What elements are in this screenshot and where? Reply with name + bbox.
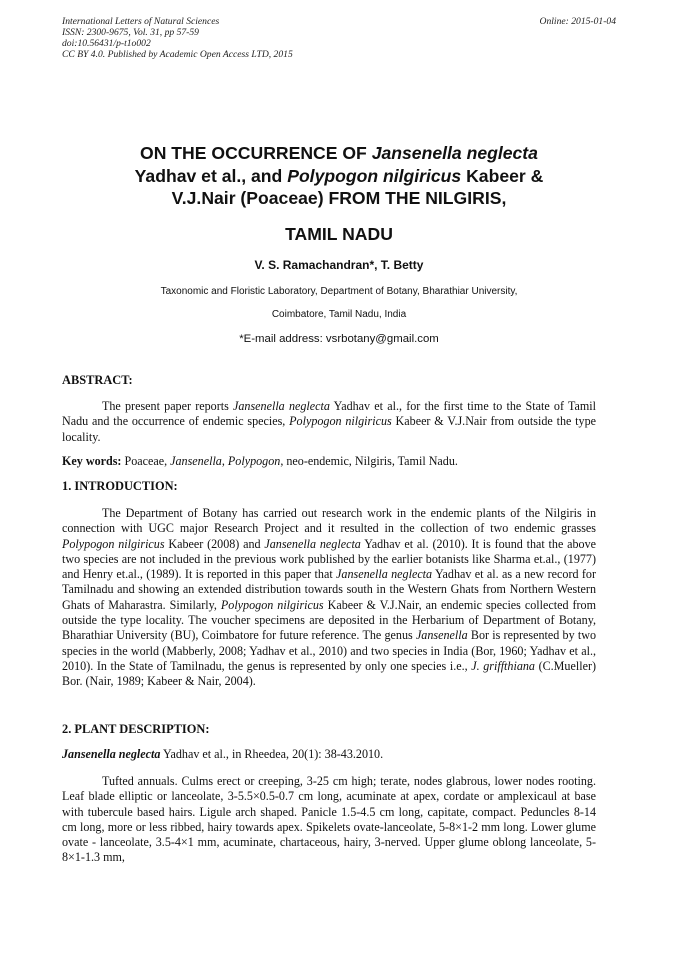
title-species-1: Jansenella neglecta (371, 143, 538, 163)
paper-title (60, 142, 618, 245)
authors: V. S. Ramachandran*, T. Betty (254, 258, 424, 272)
affiliation-line-1: Taxonomic and Floristic Laboratory, Department of Botany, Bharathiar University, (160, 286, 518, 297)
abstract-heading: ABSTRACT: (62, 373, 133, 387)
keywords: Key words: Poaceae, Jansenella, Polypogon, neo-endemic, Nilgiris, Tamil Nadu. (62, 454, 458, 468)
species-description: Tufted annuals. Culms erect or creeping, 3-25 cm high; terate, nodes glabrous, lower nodes rooting. Leaf blade elliptic or lanceolate, 3-5.5×0.5-0.7 cm long, acuminate at apex, cordate or amplexicaul at base with tubercule based hairs. Ligule arch shaped. Panicle 1.5-4.5 cm long, capitate, compact. Peduncles 8-14 cm long, more or less ribbed, hairy towards apex. Spikelets ovate-lanceolate, 5-8×1-2 mm long. Lower glume ovate - lanceolate, 3.5-4×1 mm, acuminate, chartaceous, hairy, 3-nerved. Upper glume oblong lanceolate, 5-8×1-1.3 mm, (62, 774, 596, 865)
journal-doi: doi:10.56431/p-t1o002 (62, 38, 151, 49)
title-species-2: Polypogon nilgiricus (287, 165, 462, 186)
title-text: V.J.Nair (Poaceae) FROM THE NILGIRIS, (171, 188, 507, 208)
journal-name: International Letters of Natural Sciences (62, 16, 220, 27)
online-date: Online: 2015-01-04 (539, 16, 616, 27)
introduction-body: The Department of Botany has carried out research work in the endemic plants of the Nilgiris in connection with UGC major Research Project and it resulted in the collection of two endemic grasses Polypogon nilgiricus Kabeer (2008) and Jansenella neglecta Yadhav et al. (2010). It is found that the above two species are not included in the previous work published by the earlier botanists like Sharma et.al., (1977) and Henry et.al., (1989). It is reported in this paper that Jansenella neglecta Yadhav et al. as a new record for Tamilnadu and showing an extended distribution towards south in the Western Ghats from Northern Western Ghats of Maharastra. Similarly, Polypogon nilgiricus Kabeer & V.J.Nair, an endemic species collected from outside the type locality. The voucher specimens are deposited in the Herbarium of Department of Botany, Bharathiar University (BU), Coimbatore for future reference. The genus Jansenella Bor is represented by two species in the world (Mabberly, 2008; Yadhav et al., 2010) and two species in India (Bor, 1960; Yadhav et al., 2010). In the State of Tamilnadu, the genus is represented by only one species i.e., J. griffthiana (C.Mueller) Bor. (Nair, 1989; Kabeer & Nair, 2004). (62, 506, 597, 689)
journal-header (62, 16, 616, 60)
introduction-heading: 1. INTRODUCTION: (62, 479, 178, 493)
journal-issn: ISSN: 2300-9675, Vol. 31, pp 57-59 (62, 27, 199, 38)
species-citation: Jansenella neglecta Yadhav et al., in Rheedea, 20(1): 38-43.2010. (62, 747, 384, 761)
title-text: TAMIL NADU (285, 223, 393, 244)
affiliation-line-2: Coimbatore, Tamil Nadu, India (271, 309, 407, 320)
title-text: Yadhav et al., and (134, 165, 288, 186)
title-text: Kabeer & (461, 165, 544, 186)
plant-description-heading: 2. PLANT DESCRIPTION: (62, 722, 210, 736)
abstract-body: The present paper reports Jansenella neglecta Yadhav et al., for the first time to the State of Tamil Nadu and the occurrence of endemic species, Polypogon nilgiricus Kabeer & V.J.Nair from outside the type locality. (62, 399, 597, 444)
title-text: ON THE OCCURRENCE OF (140, 143, 372, 163)
email-address: *E-mail address: vsrbotany@gmail.com (239, 333, 439, 345)
journal-license: CC BY 4.0. Published by Academic Open Access LTD, 2015 (62, 49, 293, 60)
